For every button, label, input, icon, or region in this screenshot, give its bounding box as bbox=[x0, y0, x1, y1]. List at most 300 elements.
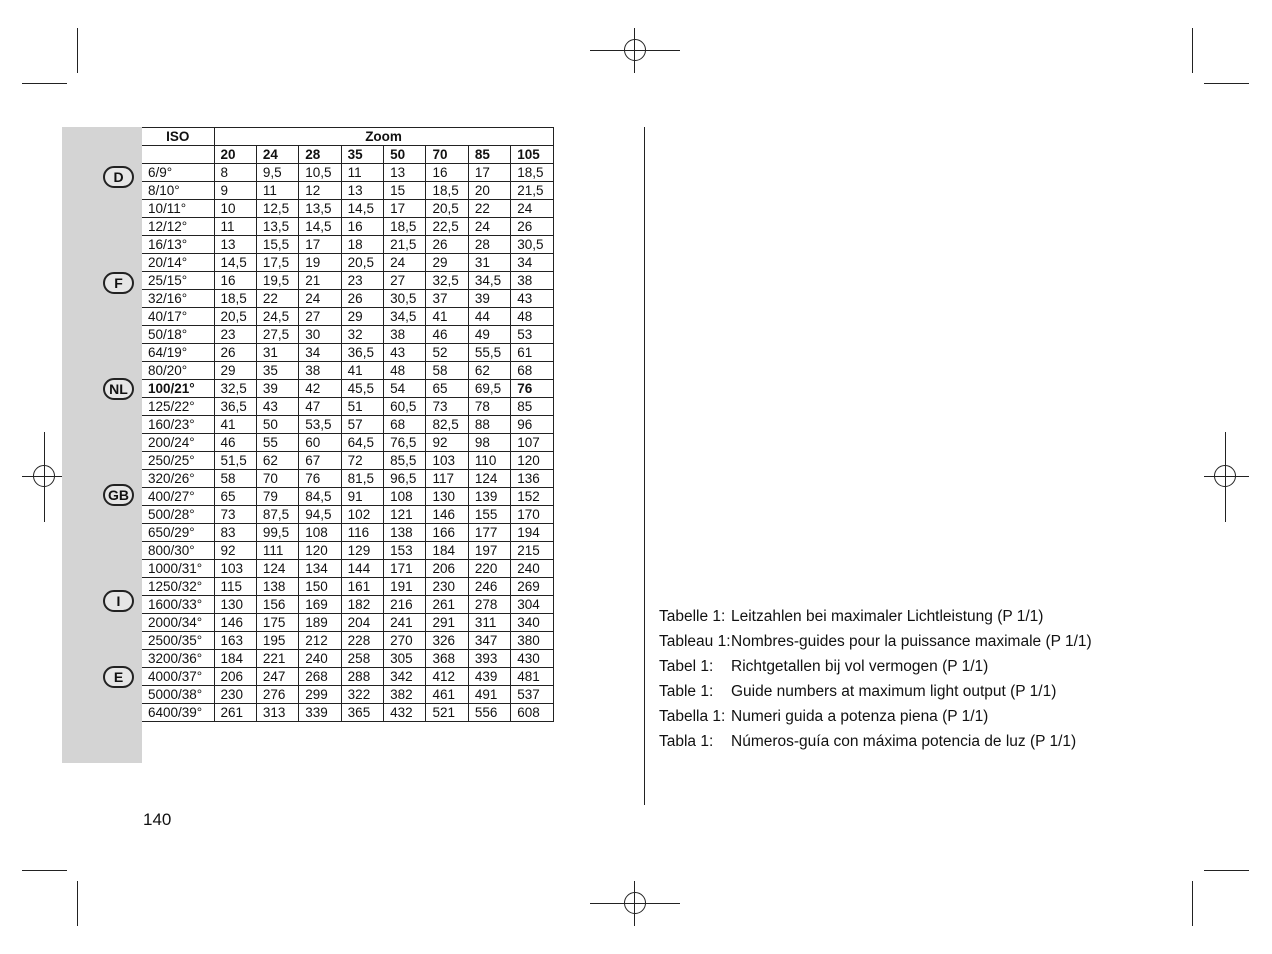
guide-number-cell: 24 bbox=[511, 200, 553, 218]
table-row bbox=[142, 236, 553, 254]
zoom-value-header: 20 bbox=[214, 146, 256, 164]
guide-number-cell: 556 bbox=[468, 704, 510, 722]
guide-number-cell: 30,5 bbox=[384, 290, 426, 308]
guide-number-cell: 13 bbox=[214, 236, 256, 254]
guide-number-cell: 83 bbox=[214, 524, 256, 542]
iso-cell: 250/25° bbox=[142, 452, 214, 470]
guide-number-cell: 368 bbox=[426, 650, 468, 668]
language-tab-d[interactable]: D bbox=[103, 166, 134, 188]
guide-number-cell: 73 bbox=[214, 506, 256, 524]
guide-number-cell: 53,5 bbox=[299, 416, 341, 434]
table-row bbox=[142, 704, 553, 722]
guide-number-cell: 20,5 bbox=[426, 200, 468, 218]
guide-number-cell: 184 bbox=[214, 650, 256, 668]
guide-number-cell: 382 bbox=[384, 686, 426, 704]
guide-number-cell: 26 bbox=[426, 236, 468, 254]
guide-number-cell: 19,5 bbox=[256, 272, 298, 290]
guide-number-cell: 19 bbox=[299, 254, 341, 272]
guide-number-cell: 322 bbox=[341, 686, 383, 704]
iso-cell: 6/9° bbox=[142, 164, 214, 182]
guide-number-cell: 15 bbox=[384, 182, 426, 200]
guide-number-cell: 13 bbox=[341, 182, 383, 200]
guide-number-cell: 461 bbox=[426, 686, 468, 704]
guide-number-cell: 182 bbox=[341, 596, 383, 614]
guide-number-cell: 13,5 bbox=[299, 200, 341, 218]
guide-number-cell: 221 bbox=[256, 650, 298, 668]
guide-number-cell: 189 bbox=[299, 614, 341, 632]
guide-number-cell: 17 bbox=[384, 200, 426, 218]
table-row bbox=[142, 398, 553, 416]
guide-number-cell: 79 bbox=[256, 488, 298, 506]
table-row bbox=[142, 470, 553, 488]
iso-cell: 10/11° bbox=[142, 200, 214, 218]
table-captions bbox=[659, 604, 1092, 754]
guide-number-cell: 216 bbox=[384, 596, 426, 614]
guide-number-table bbox=[142, 127, 554, 722]
guide-number-cell: 28 bbox=[468, 236, 510, 254]
guide-number-cell: 22 bbox=[468, 200, 510, 218]
zoom-value-header: 28 bbox=[299, 146, 341, 164]
guide-number-cell: 412 bbox=[426, 668, 468, 686]
guide-number-cell: 138 bbox=[256, 578, 298, 596]
guide-number-cell: 155 bbox=[468, 506, 510, 524]
table-row bbox=[142, 452, 553, 470]
guide-number-cell: 46 bbox=[214, 434, 256, 452]
iso-header: ISO bbox=[142, 128, 214, 146]
table-row bbox=[142, 632, 553, 650]
caption-text: Nombres-guides pour la puissance maximale (P 1/1) bbox=[731, 633, 1092, 650]
guide-number-cell: 194 bbox=[511, 524, 553, 542]
zoom-header: Zoom bbox=[214, 128, 553, 146]
guide-number-cell: 23 bbox=[341, 272, 383, 290]
guide-number-cell: 24 bbox=[299, 290, 341, 308]
page-divider bbox=[644, 127, 645, 805]
table-row bbox=[142, 272, 553, 290]
guide-number-cell: 12 bbox=[299, 182, 341, 200]
guide-number-cell: 81,5 bbox=[341, 470, 383, 488]
iso-cell: 500/28° bbox=[142, 506, 214, 524]
table-row bbox=[142, 686, 553, 704]
guide-number-cell: 16 bbox=[341, 218, 383, 236]
iso-cell: 16/13° bbox=[142, 236, 214, 254]
guide-number-cell: 124 bbox=[256, 560, 298, 578]
table-header-row bbox=[142, 128, 553, 146]
caption-label: Table 1: bbox=[659, 683, 714, 700]
caption-label: Tabella 1: bbox=[659, 708, 726, 725]
caption-label: Tabelle 1: bbox=[659, 608, 726, 625]
guide-number-cell: 17 bbox=[468, 164, 510, 182]
guide-number-cell: 29 bbox=[426, 254, 468, 272]
table-row bbox=[142, 290, 553, 308]
guide-number-cell: 169 bbox=[299, 596, 341, 614]
iso-cell: 100/21° bbox=[142, 380, 214, 398]
guide-number-cell: 18,5 bbox=[426, 182, 468, 200]
guide-number-cell: 27 bbox=[299, 308, 341, 326]
guide-number-cell: 24,5 bbox=[256, 308, 298, 326]
caption-line bbox=[659, 629, 1092, 654]
guide-number-cell: 136 bbox=[511, 470, 553, 488]
guide-number-cell: 120 bbox=[299, 542, 341, 560]
guide-number-cell: 51,5 bbox=[214, 452, 256, 470]
table-row bbox=[142, 380, 553, 398]
guide-number-cell: 299 bbox=[299, 686, 341, 704]
guide-number-cell: 240 bbox=[299, 650, 341, 668]
table-row bbox=[142, 524, 553, 542]
guide-number-cell: 340 bbox=[511, 614, 553, 632]
guide-number-cell: 57 bbox=[341, 416, 383, 434]
guide-number-cell: 16 bbox=[214, 272, 256, 290]
guide-number-cell: 96 bbox=[511, 416, 553, 434]
guide-number-cell: 103 bbox=[426, 452, 468, 470]
guide-number-cell: 212 bbox=[299, 632, 341, 650]
table-row bbox=[142, 434, 553, 452]
guide-number-cell: 41 bbox=[426, 308, 468, 326]
language-tab-i[interactable]: I bbox=[103, 590, 134, 612]
guide-number-cell: 38 bbox=[511, 272, 553, 290]
guide-number-cell: 14,5 bbox=[214, 254, 256, 272]
guide-number-cell: 156 bbox=[256, 596, 298, 614]
guide-number-cell: 206 bbox=[214, 668, 256, 686]
guide-number-cell: 30 bbox=[299, 326, 341, 344]
guide-number-cell: 288 bbox=[341, 668, 383, 686]
guide-number-cell: 228 bbox=[341, 632, 383, 650]
guide-number-cell: 31 bbox=[468, 254, 510, 272]
guide-number-cell: 52 bbox=[426, 344, 468, 362]
guide-number-cell: 45,5 bbox=[341, 380, 383, 398]
caption-text: Números-guía con máxima potencia de luz (P 1/1) bbox=[731, 733, 1077, 750]
guide-number-cell: 129 bbox=[341, 542, 383, 560]
guide-number-cell: 41 bbox=[214, 416, 256, 434]
guide-number-cell: 94,5 bbox=[299, 506, 341, 524]
guide-number-cell: 87,5 bbox=[256, 506, 298, 524]
guide-number-cell: 92 bbox=[426, 434, 468, 452]
iso-cell: 800/30° bbox=[142, 542, 214, 560]
table-row bbox=[142, 254, 553, 272]
zoom-value-header: 24 bbox=[256, 146, 298, 164]
guide-number-cell: 29 bbox=[341, 308, 383, 326]
guide-number-cell: 102 bbox=[341, 506, 383, 524]
guide-number-cell: 491 bbox=[468, 686, 510, 704]
table-row bbox=[142, 326, 553, 344]
guide-number-cell: 51 bbox=[341, 398, 383, 416]
guide-number-cell: 29 bbox=[214, 362, 256, 380]
guide-number-cell: 39 bbox=[468, 290, 510, 308]
guide-number-cell: 175 bbox=[256, 614, 298, 632]
iso-cell: 40/17° bbox=[142, 308, 214, 326]
iso-cell: 650/29° bbox=[142, 524, 214, 542]
guide-number-cell: 50 bbox=[256, 416, 298, 434]
guide-number-cell: 537 bbox=[511, 686, 553, 704]
zoom-value-header: 105 bbox=[511, 146, 553, 164]
guide-number-cell: 108 bbox=[384, 488, 426, 506]
guide-number-cell: 153 bbox=[384, 542, 426, 560]
guide-number-cell: 18,5 bbox=[384, 218, 426, 236]
guide-number-cell: 121 bbox=[384, 506, 426, 524]
guide-number-cell: 76 bbox=[299, 470, 341, 488]
guide-number-cell: 11 bbox=[341, 164, 383, 182]
guide-number-cell: 116 bbox=[341, 524, 383, 542]
guide-number-cell: 27 bbox=[384, 272, 426, 290]
guide-number-cell: 64,5 bbox=[341, 434, 383, 452]
table-row bbox=[142, 308, 553, 326]
guide-number-cell: 55,5 bbox=[468, 344, 510, 362]
guide-number-cell: 22 bbox=[256, 290, 298, 308]
table-row bbox=[142, 668, 553, 686]
guide-number-cell: 9 bbox=[214, 182, 256, 200]
guide-number-cell: 481 bbox=[511, 668, 553, 686]
iso-cell: 3200/36° bbox=[142, 650, 214, 668]
guide-number-cell: 313 bbox=[256, 704, 298, 722]
guide-number-cell: 69,5 bbox=[468, 380, 510, 398]
iso-cell: 320/26° bbox=[142, 470, 214, 488]
guide-number-cell: 9,5 bbox=[256, 164, 298, 182]
caption-text: Numeri guida a potenza piena (P 1/1) bbox=[731, 708, 989, 725]
guide-number-cell: 10,5 bbox=[299, 164, 341, 182]
guide-number-cell: 230 bbox=[426, 578, 468, 596]
guide-number-cell: 15,5 bbox=[256, 236, 298, 254]
iso-cell: 80/20° bbox=[142, 362, 214, 380]
guide-number-cell: 115 bbox=[214, 578, 256, 596]
guide-number-cell: 270 bbox=[384, 632, 426, 650]
guide-number-cell: 130 bbox=[214, 596, 256, 614]
caption-text: Leitzahlen bei maximaler Lichtleistung (P 1/1) bbox=[731, 608, 1044, 625]
guide-number-cell: 14,5 bbox=[341, 200, 383, 218]
guide-number-cell: 152 bbox=[511, 488, 553, 506]
iso-cell: 64/19° bbox=[142, 344, 214, 362]
guide-number-cell: 24 bbox=[384, 254, 426, 272]
caption-text: Richtgetallen bij vol vermogen (P 1/1) bbox=[731, 658, 989, 675]
guide-number-cell: 36,5 bbox=[341, 344, 383, 362]
guide-number-cell: 85,5 bbox=[384, 452, 426, 470]
guide-number-cell: 43 bbox=[511, 290, 553, 308]
guide-number-cell: 195 bbox=[256, 632, 298, 650]
guide-number-cell: 48 bbox=[384, 362, 426, 380]
guide-number-cell: 146 bbox=[426, 506, 468, 524]
guide-number-cell: 191 bbox=[384, 578, 426, 596]
guide-number-cell: 261 bbox=[426, 596, 468, 614]
table-row bbox=[142, 650, 553, 668]
table-row bbox=[142, 488, 553, 506]
guide-number-cell: 21,5 bbox=[384, 236, 426, 254]
iso-header-blank bbox=[142, 146, 214, 164]
guide-number-cell: 111 bbox=[256, 542, 298, 560]
guide-number-cell: 54 bbox=[384, 380, 426, 398]
guide-number-cell: 24 bbox=[468, 218, 510, 236]
language-tab-f[interactable]: F bbox=[103, 272, 134, 294]
guide-number-cell: 34 bbox=[299, 344, 341, 362]
guide-number-cell: 134 bbox=[299, 560, 341, 578]
iso-cell: 160/23° bbox=[142, 416, 214, 434]
guide-number-cell: 197 bbox=[468, 542, 510, 560]
iso-cell: 5000/38° bbox=[142, 686, 214, 704]
guide-number-cell: 85 bbox=[511, 398, 553, 416]
guide-number-cell: 35 bbox=[256, 362, 298, 380]
table-row bbox=[142, 362, 553, 380]
guide-number-cell: 276 bbox=[256, 686, 298, 704]
guide-number-cell: 171 bbox=[384, 560, 426, 578]
zoom-value-header: 85 bbox=[468, 146, 510, 164]
iso-cell: 2000/34° bbox=[142, 614, 214, 632]
guide-number-cell: 32 bbox=[341, 326, 383, 344]
guide-number-cell: 30,5 bbox=[511, 236, 553, 254]
guide-number-cell: 311 bbox=[468, 614, 510, 632]
guide-number-cell: 342 bbox=[384, 668, 426, 686]
guide-number-cell: 608 bbox=[511, 704, 553, 722]
table-row bbox=[142, 596, 553, 614]
table-row bbox=[142, 182, 553, 200]
guide-number-cell: 432 bbox=[384, 704, 426, 722]
guide-number-cell: 177 bbox=[468, 524, 510, 542]
guide-number-cell: 206 bbox=[426, 560, 468, 578]
guide-number-cell: 521 bbox=[426, 704, 468, 722]
guide-number-cell: 269 bbox=[511, 578, 553, 596]
language-tab-e[interactable]: E bbox=[103, 666, 134, 688]
guide-number-cell: 22,5 bbox=[426, 218, 468, 236]
guide-number-cell: 47 bbox=[299, 398, 341, 416]
guide-number-cell: 230 bbox=[214, 686, 256, 704]
guide-number-cell: 17 bbox=[299, 236, 341, 254]
guide-number-cell: 347 bbox=[468, 632, 510, 650]
guide-number-cell: 17,5 bbox=[256, 254, 298, 272]
guide-number-cell: 27,5 bbox=[256, 326, 298, 344]
guide-number-cell: 161 bbox=[341, 578, 383, 596]
guide-number-cell: 144 bbox=[341, 560, 383, 578]
iso-cell: 6400/39° bbox=[142, 704, 214, 722]
guide-number-cell: 124 bbox=[468, 470, 510, 488]
guide-number-cell: 99,5 bbox=[256, 524, 298, 542]
guide-number-cell: 130 bbox=[426, 488, 468, 506]
guide-number-cell: 240 bbox=[511, 560, 553, 578]
table-row bbox=[142, 578, 553, 596]
guide-number-cell: 58 bbox=[214, 470, 256, 488]
iso-cell: 50/18° bbox=[142, 326, 214, 344]
caption-label: Tabel 1: bbox=[659, 658, 714, 675]
iso-cell: 32/16° bbox=[142, 290, 214, 308]
iso-cell: 200/24° bbox=[142, 434, 214, 452]
guide-number-cell: 215 bbox=[511, 542, 553, 560]
guide-number-cell: 326 bbox=[426, 632, 468, 650]
guide-number-cell: 13,5 bbox=[256, 218, 298, 236]
language-tab-gb[interactable]: GB bbox=[103, 484, 134, 506]
guide-number-cell: 37 bbox=[426, 290, 468, 308]
guide-number-cell: 204 bbox=[341, 614, 383, 632]
guide-number-cell: 91 bbox=[341, 488, 383, 506]
guide-number-cell: 49 bbox=[468, 326, 510, 344]
guide-number-cell: 278 bbox=[468, 596, 510, 614]
guide-number-cell: 76,5 bbox=[384, 434, 426, 452]
guide-number-cell: 291 bbox=[426, 614, 468, 632]
guide-number-cell: 163 bbox=[214, 632, 256, 650]
guide-number-cell: 117 bbox=[426, 470, 468, 488]
guide-number-cell: 393 bbox=[468, 650, 510, 668]
iso-cell: 8/10° bbox=[142, 182, 214, 200]
guide-number-cell: 18 bbox=[341, 236, 383, 254]
table-row bbox=[142, 416, 553, 434]
caption-label: Tableau 1: bbox=[659, 633, 731, 650]
guide-number-cell: 46 bbox=[426, 326, 468, 344]
guide-number-cell: 65 bbox=[426, 380, 468, 398]
guide-number-cell: 380 bbox=[511, 632, 553, 650]
caption-line bbox=[659, 704, 1092, 729]
guide-number-cell: 67 bbox=[299, 452, 341, 470]
guide-number-cell: 8 bbox=[214, 164, 256, 182]
guide-number-cell: 31 bbox=[256, 344, 298, 362]
iso-cell: 400/27° bbox=[142, 488, 214, 506]
guide-number-cell: 110 bbox=[468, 452, 510, 470]
table-row bbox=[142, 560, 553, 578]
guide-number-cell: 32,5 bbox=[426, 272, 468, 290]
iso-cell: 25/15° bbox=[142, 272, 214, 290]
guide-number-cell: 44 bbox=[468, 308, 510, 326]
guide-number-cell: 84,5 bbox=[299, 488, 341, 506]
language-tab-nl[interactable]: NL bbox=[103, 378, 134, 400]
guide-number-cell: 14,5 bbox=[299, 218, 341, 236]
caption-line bbox=[659, 604, 1092, 629]
zoom-value-header: 50 bbox=[384, 146, 426, 164]
guide-number-cell: 23 bbox=[214, 326, 256, 344]
caption-label: Tabla 1: bbox=[659, 733, 714, 750]
guide-number-cell: 68 bbox=[384, 416, 426, 434]
guide-number-cell: 246 bbox=[468, 578, 510, 596]
guide-number-cell: 11 bbox=[256, 182, 298, 200]
iso-cell: 4000/37° bbox=[142, 668, 214, 686]
guide-number-cell: 170 bbox=[511, 506, 553, 524]
guide-number-cell: 166 bbox=[426, 524, 468, 542]
guide-number-cell: 72 bbox=[341, 452, 383, 470]
guide-number-cell: 18,5 bbox=[214, 290, 256, 308]
caption-line bbox=[659, 729, 1092, 754]
guide-number-cell: 58 bbox=[426, 362, 468, 380]
zoom-values-row bbox=[142, 146, 553, 164]
guide-number-cell: 16 bbox=[426, 164, 468, 182]
iso-cell: 1000/31° bbox=[142, 560, 214, 578]
guide-number-cell: 305 bbox=[384, 650, 426, 668]
guide-number-cell: 261 bbox=[214, 704, 256, 722]
guide-number-cell: 21,5 bbox=[511, 182, 553, 200]
guide-number-cell: 92 bbox=[214, 542, 256, 560]
iso-cell: 125/22° bbox=[142, 398, 214, 416]
guide-number-cell: 82,5 bbox=[426, 416, 468, 434]
guide-number-cell: 39 bbox=[256, 380, 298, 398]
guide-number-cell: 36,5 bbox=[214, 398, 256, 416]
guide-number-cell: 78 bbox=[468, 398, 510, 416]
guide-number-cell: 103 bbox=[214, 560, 256, 578]
guide-number-cell: 42 bbox=[299, 380, 341, 398]
page-number: 140 bbox=[143, 810, 172, 829]
guide-number-cell: 55 bbox=[256, 434, 298, 452]
guide-number-cell: 108 bbox=[299, 524, 341, 542]
guide-number-cell: 26 bbox=[214, 344, 256, 362]
guide-number-cell: 68 bbox=[511, 362, 553, 380]
guide-number-cell: 107 bbox=[511, 434, 553, 452]
guide-number-cell: 26 bbox=[511, 218, 553, 236]
guide-number-cell: 439 bbox=[468, 668, 510, 686]
guide-number-cell: 20,5 bbox=[341, 254, 383, 272]
guide-number-cell: 339 bbox=[299, 704, 341, 722]
guide-number-cell: 70 bbox=[256, 470, 298, 488]
guide-number-cell: 60 bbox=[299, 434, 341, 452]
iso-cell: 1250/32° bbox=[142, 578, 214, 596]
guide-number-cell: 10 bbox=[214, 200, 256, 218]
caption-text: Guide numbers at maximum light output (P 1/1) bbox=[731, 683, 1057, 700]
table-row bbox=[142, 542, 553, 560]
guide-number-cell: 430 bbox=[511, 650, 553, 668]
guide-number-cell: 13 bbox=[384, 164, 426, 182]
iso-cell: 1600/33° bbox=[142, 596, 214, 614]
iso-cell: 20/14° bbox=[142, 254, 214, 272]
guide-number-cell: 11 bbox=[214, 218, 256, 236]
guide-number-cell: 258 bbox=[341, 650, 383, 668]
